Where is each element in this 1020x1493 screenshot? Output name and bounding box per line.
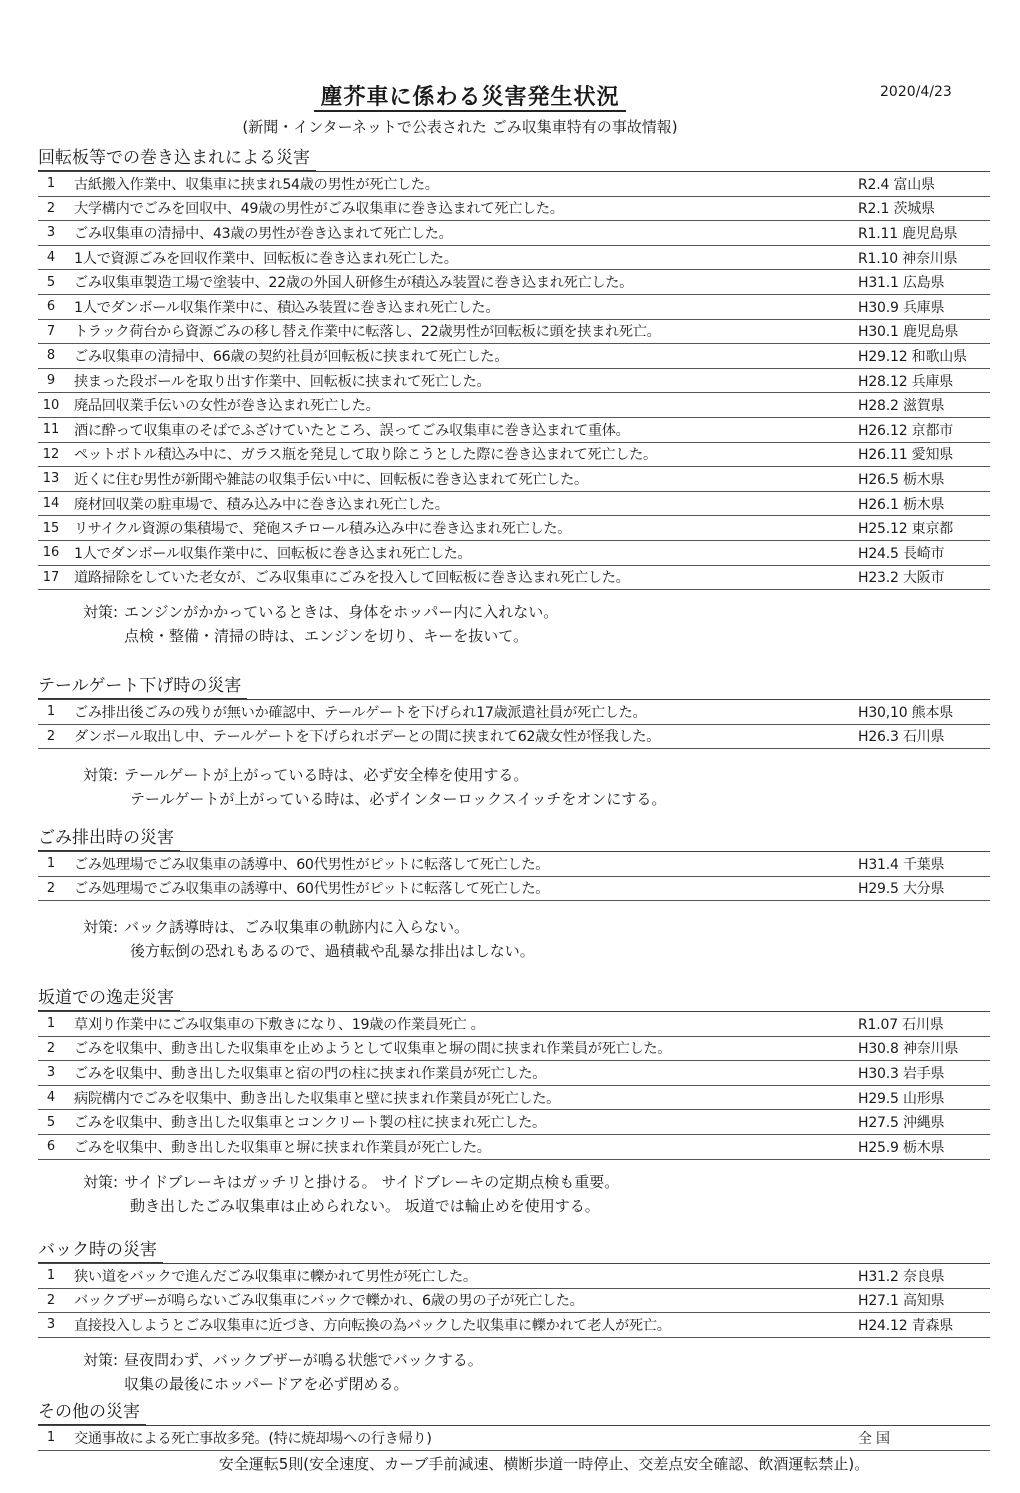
incident-description: 古紙搬入作業中、収集車に挟まれ54歳の男性が死亡した。 (74, 176, 439, 193)
table-row (38, 1037, 990, 1062)
incident-date-location: H23.2 大阪市 (858, 570, 945, 587)
row-number: 12 (42, 446, 60, 462)
incident-date-location: H24.5 長崎市 (858, 545, 945, 562)
row-number: 5 (46, 1114, 56, 1130)
incident-date-location: H29.12 和歌山県 (858, 348, 967, 365)
row-number: 2 (46, 728, 56, 744)
row-number: 1 (46, 704, 56, 720)
row-number: 4 (46, 1090, 56, 1106)
row-number: 3 (46, 1065, 56, 1081)
incident-description: ごみを収集中、動き出した収集車とコンクリート製の柱に挟まれ死亡した。 (74, 1115, 546, 1132)
page-subtitle: (新聞・インターネットで公表された ごみ収集車特有の事故情報) (242, 118, 678, 136)
incident-date-location: R2.1 茨城県 (858, 201, 935, 218)
incident-description: 1人で資源ごみを回収作業中、回転板に巻き込まれ死亡した。 (74, 250, 458, 267)
document-date: 2020/4/23 (880, 84, 952, 100)
table-row (38, 852, 990, 877)
table-row (38, 492, 990, 517)
table-row (38, 1061, 990, 1086)
page-title-text: 塵芥車に係わる災害発生状況 (314, 85, 625, 112)
countermeasure-text: テールゲートが上がっている時は、必ずインターロックスイッチをオンにする。 (130, 790, 667, 809)
incident-date-location: R1.11 鹿児島県 (858, 225, 958, 242)
countermeasures (38, 600, 990, 648)
table-row (38, 221, 990, 246)
incident-date-location: H31.1 広島県 (858, 275, 945, 292)
table-row (38, 1110, 990, 1135)
section-other (38, 1400, 990, 1474)
incident-description: リサイクル資源の集積場で、発砲スチロール積み込み中に巻き込まれ死亡した。 (74, 521, 572, 538)
incident-date-location: H30.1 鹿児島県 (858, 324, 959, 341)
table-row (38, 541, 990, 566)
countermeasure-label: 対策: (82, 1350, 118, 1369)
table-row (38, 1012, 990, 1037)
incident-description: 大学構内でごみを回収中、49歳の男性がごみ収集車に巻き込まれて死亡した。 (74, 201, 564, 218)
row-number: 2 (46, 200, 56, 216)
table-row (38, 246, 990, 271)
row-number: 1 (46, 1016, 56, 1032)
incident-date-location: H27.5 沖縄県 (858, 1115, 945, 1132)
incident-date-location: H25.12 東京都 (858, 521, 954, 538)
incident-description: 狭い道をバックで進んだごみ収集車に轢かれて男性が死亡した。 (74, 1268, 477, 1285)
table-row (38, 1135, 990, 1160)
section-dumping (38, 826, 990, 963)
incident-date-location: H31.2 奈良県 (858, 1268, 945, 1285)
incident-description: ごみを収集中、動き出した収集車と塀に挟まれ作業員が死亡した。 (74, 1139, 491, 1156)
incident-description: ごみを収集中、動き出した収集車を止めようとして収集車と塀の間に挟まれ作業員が死亡した。 (74, 1041, 672, 1058)
table-row (38, 344, 990, 369)
row-number: 2 (46, 880, 56, 896)
table-row (38, 877, 990, 902)
row-number: 2 (46, 1040, 56, 1056)
table-row (38, 443, 990, 468)
section-title: テールゲート下げ時の災害 (38, 674, 247, 699)
incident-description: ごみ収集車の清掃中、66歳の契約社員が回転板に挟まれて死亡した。 (74, 348, 509, 365)
incident-description: ごみ処理場でごみ収集車の誘導中、60代男性がピットに転落して死亡した。 (74, 856, 550, 873)
countermeasure-label: 対策: (82, 918, 118, 937)
table-row (38, 566, 990, 591)
countermeasures (38, 1170, 990, 1218)
incident-description: ペットボトル積込み中に、ガラス瓶を発見して取り除こうとした際に巻き込まれて死亡した。 (74, 447, 657, 464)
incident-table (38, 1011, 990, 1160)
table-row (38, 295, 990, 320)
incident-date-location: R1.07 石川県 (858, 1016, 944, 1033)
countermeasures (38, 1348, 990, 1396)
incident-date-location: H29.5 大分県 (858, 881, 945, 898)
table-row (38, 1289, 990, 1314)
table-row (38, 320, 990, 345)
section-rotating-plate (38, 146, 990, 648)
row-number: 9 (46, 373, 56, 389)
countermeasure-text: 点検・整備・清掃の時は、エンジンを切り、キーを抜いて。 (124, 627, 528, 646)
table-row (38, 1086, 990, 1111)
incident-date-location: 全 国 (858, 1430, 890, 1447)
row-number: 5 (46, 274, 56, 290)
incident-date-location: H29.5 山形県 (858, 1090, 945, 1107)
incident-description: 1人でダンボール収集作業中に、回転板に巻き込まれ死亡した。 (74, 545, 472, 562)
table-row (38, 270, 990, 295)
incident-date-location: H26.3 石川県 (858, 729, 945, 746)
section-slope-runaway (38, 986, 990, 1218)
row-number: 16 (42, 545, 60, 561)
page-title (0, 80, 940, 111)
incident-description: ごみを収集中、動き出した収集車と宿の門の柱に挟まれ作業員が死亡した。 (74, 1065, 547, 1082)
incident-table (38, 1263, 990, 1338)
table-row (38, 418, 990, 443)
row-number: 13 (42, 471, 60, 487)
row-number: 11 (42, 422, 60, 438)
table-row (38, 467, 990, 492)
countermeasure-label: 対策: (82, 766, 118, 785)
incident-date-location: H30.8 神奈川県 (858, 1041, 959, 1058)
row-number: 8 (46, 348, 56, 364)
incident-description: ごみ処理場でごみ収集車の誘導中、60代男性がピットに転落して死亡した。 (74, 881, 550, 898)
countermeasure-label: 対策: (82, 1172, 118, 1191)
countermeasure-text: エンジンがかかっているときは、身体をホッパー内に入れない。 (124, 603, 559, 622)
incident-description: 酒に酔って収集車のそばでふざけていたところ、誤ってごみ収集車に巻き込まれて重体。 (74, 422, 630, 439)
table-row (38, 369, 990, 394)
row-number: 3 (46, 225, 56, 241)
incident-date-location: H26.11 愛知県 (858, 447, 954, 464)
incident-date-location: H26.5 栃木県 (858, 471, 945, 488)
incident-date-location: H24.12 青森県 (858, 1317, 954, 1334)
countermeasures (38, 763, 990, 811)
row-number: 3 (46, 1317, 56, 1333)
table-row (38, 172, 990, 197)
incident-description: 挟まった段ボールを取り出す作業中、回転板に挟まれて死亡した。 (74, 373, 491, 390)
row-number: 2 (46, 1292, 56, 1308)
countermeasure-text: 後方転倒の恐れもあるので、過積載や乱暴な排出はしない。 (130, 942, 535, 961)
table-row (38, 700, 990, 725)
incident-description: 直接投入しようとごみ収集車に近づき、方向転換の為バックした収集車に轢かれて老人が死亡。 (74, 1317, 671, 1334)
countermeasure-text: バック誘導時は、ごみ収集車の軌跡内に入らない。 (124, 918, 470, 937)
section-title: ごみ排出時の災害 (38, 826, 180, 851)
incident-table (38, 851, 990, 901)
section-title: 坂道での逸走災害 (38, 986, 180, 1011)
safe-driving-rules: 安全運転5則(安全速度、カーブ手前減速、横断歩道一時停止、交差点安全確認、飲酒運転禁止)。 (218, 1454, 870, 1473)
incident-date-location: R1.10 神奈川県 (858, 250, 958, 267)
incident-table (38, 699, 990, 749)
table-row (38, 393, 990, 418)
countermeasure-text: 収集の最後にホッパードアを必ず閉める。 (124, 1374, 409, 1393)
row-number: 1 (46, 856, 56, 872)
table-row (38, 725, 990, 750)
table-row (38, 197, 990, 222)
table-row (38, 1264, 990, 1289)
countermeasure-text: 昼夜問わず、バックブザーが鳴る状態でバックする。 (124, 1350, 483, 1369)
incident-description: 近くに住む男性が新聞や雑誌の収集手伝い中に、回転板に巻き込まれて死亡した。 (74, 471, 588, 488)
countermeasure-label: 対策: (82, 603, 118, 622)
section-reversing (38, 1238, 990, 1396)
incident-date-location: H30.3 岩手県 (858, 1065, 945, 1082)
table-row (38, 1313, 990, 1338)
incident-table (38, 1425, 990, 1451)
incident-description: 廃品回収業手伝いの女性が巻き込まれ死亡した。 (74, 398, 380, 415)
incident-description: 草刈り作業中にごみ収集車の下敷きになり、19歳の作業員死亡 。 (74, 1016, 485, 1033)
incident-description: 1人でダンボール収集作業中に、積込み装置に巻き込まれ死亡した。 (74, 299, 500, 316)
row-number: 7 (46, 323, 56, 339)
row-number: 10 (42, 397, 60, 413)
row-number: 15 (42, 520, 60, 536)
incident-date-location: R2.4 富山県 (858, 176, 935, 193)
incident-description: ごみ収集車製造工場で塗装中、22歳の外国人研修生が積込み装置に巻き込まれ死亡した。 (74, 275, 634, 292)
incident-date-location: H26.12 京都市 (858, 422, 954, 439)
countermeasure-text: 動き出したごみ収集車は止められない。 坂道では輪止めを使用する。 (130, 1196, 600, 1215)
row-number: 14 (42, 496, 60, 512)
row-number: 6 (46, 299, 56, 315)
row-number: 17 (42, 569, 60, 585)
row-number: 1 (46, 176, 56, 192)
incident-description: バックブザーが鳴らないごみ収集車にバックで轢かれ、6歳の男の子が死亡した。 (74, 1293, 584, 1310)
incident-date-location: H30.9 兵庫県 (858, 299, 945, 316)
table-row (38, 516, 990, 541)
section-title: その他の災害 (38, 1400, 146, 1425)
incident-description: 廃材回収業の駐車場で、積み込み中に巻き込まれ死亡した。 (74, 496, 449, 513)
row-number: 1 (46, 1430, 56, 1446)
countermeasures (38, 915, 990, 963)
section-tailgate (38, 674, 990, 811)
incident-description: ごみ収集車の清掃中、43歳の男性が巻き込まれて死亡した。 (74, 225, 453, 242)
incident-date-location: H28.2 滋賀県 (858, 398, 945, 415)
incident-date-location: H28.12 兵庫県 (858, 373, 954, 390)
incident-table (38, 171, 990, 590)
incident-description: 病院構内でごみを収集中、動き出した収集車と壁に挟まれ作業員が死亡した。 (74, 1090, 561, 1107)
incident-date-location: H27.1 高知県 (858, 1293, 945, 1310)
row-number: 6 (46, 1139, 56, 1155)
row-number: 1 (46, 1268, 56, 1284)
incident-date-location: H30,10 熊本県 (858, 704, 954, 721)
countermeasure-text: サイドブレーキはガッチリと掛ける。 サイドブレーキの定期点検も重要。 (124, 1172, 620, 1191)
table-row (38, 1426, 990, 1451)
incident-description: ごみ排出後ごみの残りが無いか確認中、テールゲートを下げられ17歳派遣社員が死亡した。 (74, 704, 647, 721)
countermeasure-text: テールゲートが上がっている時は、必ず安全棒を使用する。 (124, 766, 529, 785)
row-number: 4 (46, 250, 56, 266)
incident-description: 道路掃除をしていた老女が、ごみ収集車にごみを投入して回転板に巻き込まれ死亡した。 (74, 570, 630, 587)
incident-date-location: H31.4 千葉県 (858, 856, 945, 873)
section-title: 回転板等での巻き込まれによる災害 (38, 146, 316, 171)
incident-description: 交通事故による死亡事故多発。(特に焼却場への行き帰り) (74, 1430, 432, 1447)
incident-description: トラック荷台から資源ごみの移し替え作業中に転落し、22歳男性が回転板に頭を挟まれ死亡。 (74, 324, 661, 341)
incident-date-location: H25.9 栃木県 (858, 1139, 945, 1156)
incident-date-location: H26.1 栃木県 (858, 496, 945, 513)
incident-description: ダンボール取出し中、テールゲートを下げられボデーとの間に挟まれて62歳女性が怪我した。 (74, 729, 661, 746)
section-title: バック時の災害 (38, 1238, 163, 1263)
